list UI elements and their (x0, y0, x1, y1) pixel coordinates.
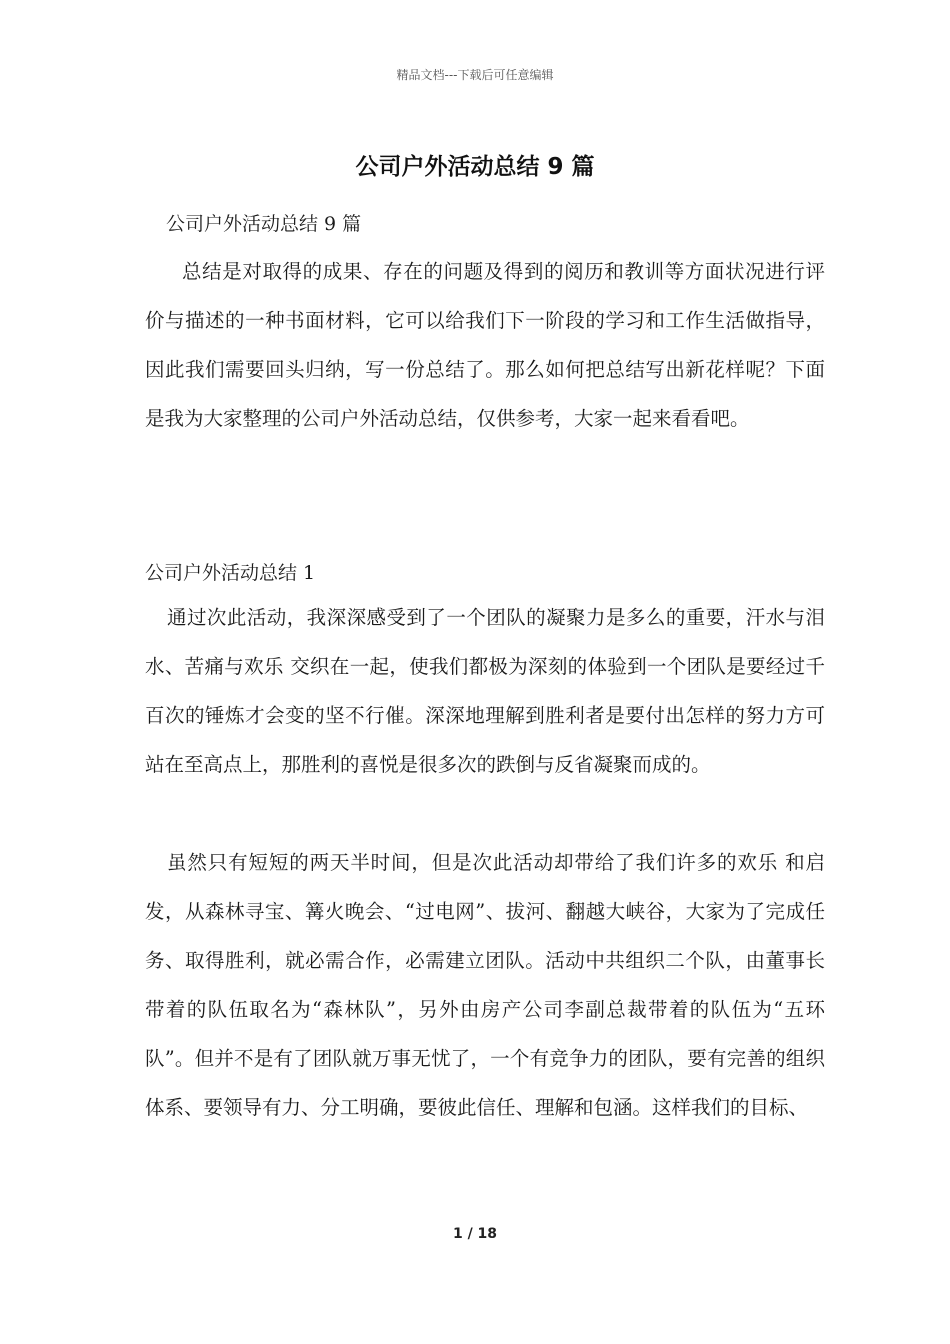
document-title: 公司户外活动总结 9 篇 (355, 154, 595, 180)
page-number: 1 / 18 (452, 1226, 498, 1242)
body-paragraph: 通过次此活动，我深深感受到了一个团队的凝聚力是多么的重要，汗水与泪水、苦痛与欢乐 交织在一起，使我们都极为深刻的体验到一个团队是要经过千百次的锤炼才会变的坚不行催。深深地理解到胜利者是要付出怎样的努力方可站在至高点上，那胜利的喜悦是很多次的跌倒与反省凝聚而成的。 (145, 606, 825, 776)
section-heading: 公司户外活动总结 1 (145, 562, 316, 584)
body-paragraph: 虽然只有短短的两天半时间，但是次此活动却带给了我们许多的欢乐 和启发，从森林寻宝、篝火晚会、“过电网”、拔河、翻越大峡谷，大家为了完成任务、取得胜利，就必需合作，必需建立团队。活动中共组织二个队，由董事长带着的队伍取名为“森林队”，另外由房产公司李副总裁带着的队伍为“五环队”。但并不是有了团队就万事无忧了，一个有竞争力的团队，要有完善的组织体系、要领导有力、分工明确，要彼此信任、理解和包涵。这样我们的目标、 (145, 851, 825, 1119)
document-subtitle: 公司户外活动总结 9 篇 (166, 213, 362, 235)
header-note: 精品文档---下载后可任意编辑 (396, 68, 554, 82)
intro-paragraph: 总结是对取得的成果、存在的问题及得到的阅历和教训等方面状况进行评价与描述的一种书面材料，它可以给我们下一阶段的学习和工作生活做指导，因此我们需要回头归纳，写一份总结了。那么如何把总结写出新花样呢？下面是我为大家整理的公司户外活动总结，仅供参考，大家一起来看看吧。 (145, 260, 825, 430)
